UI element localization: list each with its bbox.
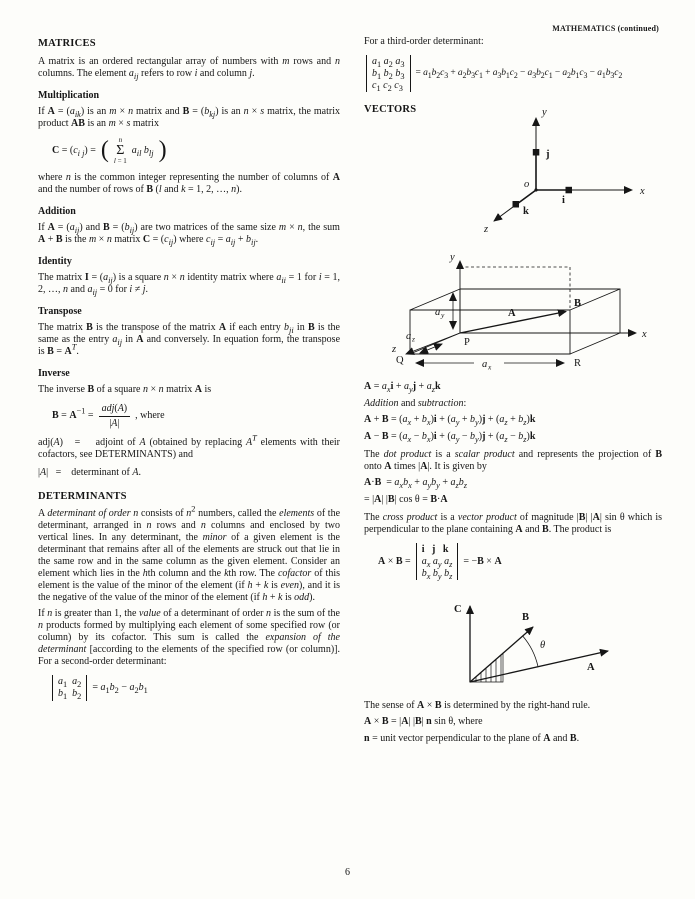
determinants-para1: A determinant of order n consists of $n^2$ numbers, called the elements of the determinant, arranged in n rows and n columns and enclosed by two vertical lines. In any determinant, the minor of a given element is the determinant that remains after all of the elements are struck out that lie in the same row and in the same column as the given element. Consider an element which lies in the hth column and the kth row. The cofactor of this element is the value of the minor of the element (if h + k is even), and it is the negative of the value of the minor of the element (if h + k is odd). xyxy=(38,504,341,604)
vector-b-label: B xyxy=(522,612,530,624)
cross-det-row: i j k xyxy=(421,543,449,555)
matrix-product-lhs: $C = (c_{i j})$ = xyxy=(52,144,96,158)
determinants-para2: If n is greater than 1, the value of a determinant of order n is the sum of the n products formed by multiplying each element of some specified row (or column) by its cofactor. This sum is called the expansion of the determinant [according to the elements of the specified row (or column)]. For a second-order determinant: xyxy=(38,608,340,668)
axis-label-x: x xyxy=(642,328,647,340)
sigma-symbol: Σ xyxy=(116,142,125,158)
unit-vectors-diagram xyxy=(416,102,666,237)
matrices-intro: A matrix is an ordered rectangular array of numbers with m rows and n columns. The element $a_{ij}$ refers to row i and column j. xyxy=(38,55,340,81)
page-header: MATHEMATICS (continued) xyxy=(552,24,659,33)
page-number: 6 xyxy=(345,867,350,878)
projection-dashed-lines xyxy=(460,267,570,308)
multiplication-body: If $A = (a_{ik})$ is an m × n matrix and $B = (b_{kj})$ is an n × s matrix, the matrix product AB is an m × s matrix xyxy=(38,105,340,129)
dimension-az-sub: z xyxy=(412,334,415,344)
column-left xyxy=(38,36,340,708)
addition-subtraction-label: Addition and subtraction: xyxy=(364,397,467,409)
matrix-product-formula xyxy=(52,137,340,165)
determinant-2x2 xyxy=(52,675,87,701)
axis-label-y: y xyxy=(542,106,547,118)
identity-body: The matrix $I = (a_{ij})$ is a square n × n identity matrix where $a_{ii} = 1$ for i = 1, 2, …, n and $a_{ij} = 0$ for i ≠ j. xyxy=(38,271,340,297)
adjoint-fraction xyxy=(99,403,131,430)
point-q-label: Q xyxy=(396,354,404,366)
adjoint-definition: adj(A) = adjoint of A (obtained by replacing $A^T$ elements with their cofactors, see DETERMINANTS) and xyxy=(38,433,340,460)
dimension-ax-label: a xyxy=(482,358,488,370)
axis-label-x: x xyxy=(640,185,645,197)
unit-vector-label-i: i xyxy=(562,194,565,206)
figure-cross-product xyxy=(432,590,662,694)
det3-row: $a_1$ $a_2$ $a_3$ xyxy=(372,56,405,69)
dot-product-equation-2: = |A| |B| cos θ = B·A xyxy=(364,493,448,505)
vector-c-label: C xyxy=(454,604,462,616)
cross-product-intro: The cross product is a vector product of magnitude |B| |A| sin θ which is perpendicular to the plane containing A and B. The product is xyxy=(364,511,663,535)
axis-label-z: z xyxy=(392,343,397,355)
inverse-body: The inverse B of a square n × n matrix A is xyxy=(38,383,212,395)
section-title-determinants: DETERMINANTS xyxy=(38,490,127,502)
right-hand-rule-text: The sense of A × B is determined by the right-hand rule. xyxy=(364,700,591,712)
axes-lines xyxy=(406,261,636,354)
theta-arc xyxy=(523,636,538,667)
theta-label: θ xyxy=(540,640,546,652)
cross-product-determinant xyxy=(416,543,459,580)
figure-vector-components xyxy=(380,249,662,379)
addition-body: If $A = (a_{ij})$ and $B = (b_{ij})$ are two matrices of the same size m × n, the sum A + B is the m × n matrix $C = (c_{ij})$ where $c_{ij} = a_{ij} + b_{ij}$. xyxy=(38,221,340,247)
unit-vector-label-j: j xyxy=(546,148,550,160)
dimension-az-label: a xyxy=(406,330,412,342)
cross-product-determinant-formula xyxy=(378,543,662,580)
subsection-title-addition: Addition xyxy=(38,205,76,217)
cross-product-rhs: = −B × A xyxy=(463,555,502,567)
summand: $a_{il}$ $b_{lj}$ xyxy=(131,144,154,158)
det3-row: $c_1$ $c_2$ $c_3$ xyxy=(372,79,403,93)
vector-a-label: A xyxy=(587,662,595,674)
open-paren: ( xyxy=(100,136,109,163)
vector-addition-equation: $A + B = (a_x + b_x)i + (a_y + b_y)j + (a_z + b_z)k$ xyxy=(364,413,536,427)
dimension-arrows xyxy=(416,293,564,363)
vector-a-label: A xyxy=(508,307,516,319)
det3-expansion: = $a_1b_2c_3 + a_2b_3c_1 + a_3b_1c_2 - a_3b_2c_1 - a_2b_1c_3 - a_1b_3c_2$ xyxy=(415,68,623,80)
section-title-vectors: VECTORS xyxy=(364,104,417,116)
column-right xyxy=(364,36,662,749)
vector-components-diagram xyxy=(380,249,660,375)
multiplication-where: where n is the common integer representing the number of columns of A and the number of rows of B (l and k = 1, 2, …, n). xyxy=(38,171,340,195)
inverse-formula-lhs: $B = A^{-1}$ = xyxy=(52,406,94,422)
transpose-body: The matrix B is the transpose of the matrix A if each entry $b_{ji}$ in B is the same as the entry $a_{ij}$ in A and conversely. In equation form, the transpose is $B = A^T$. xyxy=(38,321,341,357)
determinant-definition: |A| = determinant of A. xyxy=(38,466,141,478)
det2-row: $b_1$ $b_2$ xyxy=(58,687,82,701)
summation-symbol xyxy=(114,137,127,165)
cross-product-lhs: A × B = xyxy=(378,555,411,567)
point-p-label: P xyxy=(464,336,470,348)
dot-product-intro: The dot product is a scalar product and represents the projection of B onto A times |A|. It is given by xyxy=(364,448,663,472)
axis-label-y: y xyxy=(450,251,455,263)
dimension-ax-sub: x xyxy=(488,362,492,372)
subsection-title-multiplication: Multiplication xyxy=(38,89,100,101)
normal-vector-definition: n = unit vector perpendicular to the plane of A and B. xyxy=(364,733,580,745)
axis-label-z: z xyxy=(484,223,489,235)
cross-product-diagram xyxy=(432,590,632,690)
fraction-denominator: |A| xyxy=(109,417,120,429)
cross-det-row: $a_x$ $a_y$ $a_z$ xyxy=(421,555,453,569)
point-r-label: R xyxy=(574,357,582,369)
inverse-formula-suffix: , where xyxy=(135,410,165,422)
vector-subtraction-equation: $A - B = (a_x - b_x)i + (a_y - b_y)j + (a_z - b_z)k$ xyxy=(364,430,536,444)
third-order-determinant-formula xyxy=(366,55,662,92)
det2-expansion: = $a_1b_2 - a_2b_1$ xyxy=(92,681,148,695)
inverse-formula xyxy=(52,403,340,430)
cross-det-row: $b_x$ $b_y$ $b_z$ xyxy=(421,567,453,581)
det3-row: $b_1$ $b_2$ $b_3$ xyxy=(372,67,405,81)
summation-upper-limit: n xyxy=(118,135,123,144)
fraction-numerator: adj(A) xyxy=(99,403,131,417)
second-order-determinant-formula xyxy=(52,675,340,701)
dimension-ay-label: a xyxy=(435,306,441,318)
dot-product-equation-1: $A\cdot B = a_xb_x + a_yb_y + a_zb_z$ xyxy=(364,476,467,490)
point-b-label: B xyxy=(574,297,582,309)
subsection-title-inverse: Inverse xyxy=(38,367,70,379)
content-columns xyxy=(38,36,662,749)
third-order-intro: For a third-order determinant: xyxy=(364,36,484,47)
summation-lower-limit: l = 1 xyxy=(113,156,127,165)
close-paren: ) xyxy=(158,136,167,163)
det2-row: $a_1$ $a_2$ xyxy=(58,676,82,690)
origin-label: o xyxy=(524,178,530,190)
dimension-ay-sub: y xyxy=(441,310,445,320)
unit-vector-label-k: k xyxy=(523,205,529,217)
figure-labels xyxy=(483,107,645,235)
figure-unit-vectors xyxy=(416,102,662,241)
determinant-3x3 xyxy=(366,55,411,92)
subsection-title-transpose: Transpose xyxy=(38,305,82,317)
section-title-matrices: MATRICES xyxy=(38,38,96,49)
cross-magnitude-equation: A × B = |A| |B| n sin θ, where xyxy=(364,716,483,728)
subsection-title-identity: Identity xyxy=(38,255,72,267)
vector-component-equation: $A = a_xi + a_yj + a_zk$ xyxy=(364,380,441,394)
